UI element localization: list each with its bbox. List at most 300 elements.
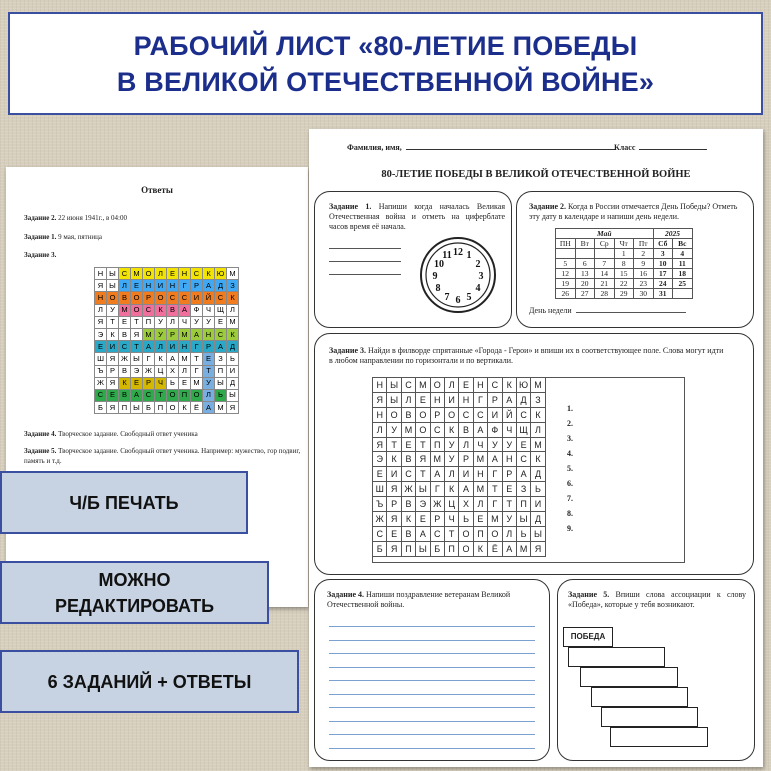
grid-cell[interactable]: С bbox=[516, 452, 530, 467]
grid-cell: Е bbox=[107, 389, 119, 401]
clock-numeral: 11 bbox=[442, 250, 452, 261]
grid-cell: Д bbox=[215, 280, 227, 292]
calendar-day[interactable]: 9 bbox=[634, 259, 654, 269]
grid-cell[interactable]: Т bbox=[488, 482, 502, 497]
grid-cell: Н bbox=[167, 280, 179, 292]
grid-cell[interactable]: К bbox=[502, 378, 516, 393]
calendar-day[interactable]: 2 bbox=[634, 249, 654, 259]
grid-cell[interactable]: Г bbox=[488, 467, 502, 482]
calendar-day[interactable]: 4 bbox=[673, 249, 693, 259]
task-4-box bbox=[314, 579, 550, 761]
grid-cell[interactable]: Я bbox=[387, 541, 401, 556]
grid-cell[interactable]: Ь bbox=[459, 512, 473, 527]
grid-cell: Б bbox=[143, 402, 155, 414]
tag-editable: МОЖНО РЕДАКТИРОВАТЬ bbox=[0, 561, 269, 624]
grid-cell: Л bbox=[119, 280, 131, 292]
grid-cell[interactable]: И bbox=[387, 467, 401, 482]
answer-line[interactable] bbox=[329, 274, 401, 275]
grid-cell[interactable]: Н bbox=[430, 392, 444, 407]
calendar-year: 2025 bbox=[653, 229, 692, 239]
grid-cell[interactable]: С bbox=[401, 467, 415, 482]
grid-cell[interactable]: Б bbox=[430, 541, 444, 556]
clock-numeral: 5 bbox=[466, 292, 472, 303]
calendar-day[interactable] bbox=[556, 249, 576, 259]
grid-cell[interactable]: С bbox=[488, 378, 502, 393]
grid-cell[interactable]: Е bbox=[502, 482, 516, 497]
grid-cell: С bbox=[179, 292, 191, 304]
grid-cell[interactable]: О bbox=[387, 407, 401, 422]
grid-cell[interactable]: У bbox=[387, 422, 401, 437]
grid-cell: Т bbox=[107, 316, 119, 328]
grid-cell[interactable]: М bbox=[531, 378, 545, 393]
grid-cell: М bbox=[131, 268, 143, 280]
clock-numeral: 8 bbox=[435, 283, 441, 294]
grid-cell: С bbox=[215, 328, 227, 340]
grid-cell[interactable]: Г bbox=[473, 392, 487, 407]
calendar-day[interactable]: 12 bbox=[556, 269, 576, 279]
grid-cell[interactable]: Т bbox=[387, 437, 401, 452]
grid-cell[interactable]: Т bbox=[444, 526, 458, 541]
grid-cell[interactable]: Г bbox=[430, 482, 444, 497]
grid-cell[interactable]: Ы bbox=[516, 512, 530, 527]
weekday-field: День недели bbox=[529, 306, 686, 316]
grid-cell[interactable]: К bbox=[531, 452, 545, 467]
grid-cell[interactable]: Ы bbox=[387, 378, 401, 393]
grid-cell[interactable]: А bbox=[488, 452, 502, 467]
grid-cell[interactable]: О bbox=[488, 526, 502, 541]
calendar-day[interactable]: 14 bbox=[595, 269, 615, 279]
grid-cell[interactable]: Л bbox=[444, 467, 458, 482]
grid-cell: Ь bbox=[215, 389, 227, 401]
calendar-day[interactable]: 25 bbox=[673, 279, 693, 289]
grid-cell[interactable]: Е bbox=[416, 392, 430, 407]
grid-cell: Н bbox=[95, 268, 107, 280]
answer-line[interactable] bbox=[329, 261, 401, 262]
class-line[interactable] bbox=[639, 149, 707, 150]
grid-cell[interactable]: В bbox=[459, 422, 473, 437]
grid-cell[interactable]: Ч bbox=[473, 437, 487, 452]
grid-cell[interactable]: Л bbox=[459, 437, 473, 452]
grid-cell[interactable]: С bbox=[430, 422, 444, 437]
writing-line[interactable] bbox=[329, 721, 535, 722]
grid-cell[interactable]: Ё bbox=[488, 541, 502, 556]
grid-cell[interactable]: О bbox=[444, 407, 458, 422]
grid-cell[interactable]: Ы bbox=[416, 541, 430, 556]
task-2-box bbox=[516, 191, 754, 328]
grid-cell[interactable]: Р bbox=[430, 512, 444, 527]
grid-cell[interactable]: У bbox=[444, 437, 458, 452]
grid-cell[interactable]: Л bbox=[444, 378, 458, 393]
answer-2: Задание 2. 22 июня 1941г., в 04:00 bbox=[24, 214, 127, 222]
grid-cell[interactable]: Н bbox=[373, 378, 387, 393]
surname-line[interactable] bbox=[406, 149, 616, 150]
answer-line[interactable] bbox=[329, 248, 401, 249]
grid-cell: Т bbox=[155, 389, 167, 401]
grid-cell[interactable]: М bbox=[488, 512, 502, 527]
calendar-day[interactable]: 28 bbox=[595, 289, 615, 299]
grid-cell[interactable]: С bbox=[473, 407, 487, 422]
answer-3-label: Задание 3. bbox=[24, 251, 57, 259]
grid-cell[interactable]: С bbox=[373, 526, 387, 541]
grid-cell[interactable]: Я bbox=[531, 541, 545, 556]
grid-cell[interactable]: В bbox=[401, 526, 415, 541]
title-banner bbox=[8, 12, 763, 115]
grid-cell: Ё bbox=[191, 402, 203, 414]
grid-cell[interactable]: С bbox=[430, 526, 444, 541]
grid-cell: Е bbox=[131, 280, 143, 292]
calendar-day[interactable]: 27 bbox=[575, 289, 595, 299]
calendar-day[interactable]: 15 bbox=[614, 269, 634, 279]
grid-cell: Е bbox=[95, 341, 107, 353]
grid-cell[interactable]: Н bbox=[373, 407, 387, 422]
writing-line[interactable] bbox=[329, 694, 535, 695]
grid-cell: С bbox=[215, 292, 227, 304]
grid-cell[interactable]: О bbox=[459, 526, 473, 541]
grid-cell[interactable]: Е bbox=[387, 526, 401, 541]
calendar-weekday: Пт bbox=[634, 239, 654, 249]
grid-cell: Ы bbox=[215, 377, 227, 389]
calendar-weekday: Сб bbox=[653, 239, 673, 249]
calendar-day[interactable]: 13 bbox=[575, 269, 595, 279]
grid-cell[interactable]: Д bbox=[516, 392, 530, 407]
grid-cell[interactable]: А bbox=[502, 392, 516, 407]
association-box[interactable] bbox=[568, 647, 665, 667]
grid-cell: К bbox=[155, 304, 167, 316]
grid-cell: Ы bbox=[227, 389, 239, 401]
grid-cell[interactable]: Д bbox=[531, 467, 545, 482]
answer-word-grid bbox=[94, 267, 239, 414]
answer-numbers bbox=[567, 401, 573, 536]
grid-cell[interactable]: Ч bbox=[444, 512, 458, 527]
grid-cell[interactable]: Р bbox=[459, 452, 473, 467]
grid-cell: К bbox=[107, 328, 119, 340]
grid-cell: А bbox=[167, 353, 179, 365]
calendar-day[interactable]: 29 bbox=[614, 289, 634, 299]
grid-cell[interactable]: Я bbox=[387, 512, 401, 527]
grid-cell[interactable]: В bbox=[401, 407, 415, 422]
grid-cell[interactable]: Л bbox=[502, 526, 516, 541]
grid-cell[interactable]: П bbox=[516, 497, 530, 512]
grid-cell: Р bbox=[143, 377, 155, 389]
calendar-day[interactable]: 21 bbox=[595, 279, 615, 289]
grid-cell[interactable]: М bbox=[531, 437, 545, 452]
grid-cell: Л bbox=[167, 316, 179, 328]
grid-cell[interactable]: Ы bbox=[387, 392, 401, 407]
grid-cell: М bbox=[179, 353, 191, 365]
grid-cell: Ъ bbox=[95, 365, 107, 377]
calendar-day[interactable] bbox=[575, 249, 595, 259]
grid-cell[interactable]: И bbox=[531, 497, 545, 512]
calendar-day[interactable]: 1 bbox=[614, 249, 634, 259]
writing-line[interactable] bbox=[329, 748, 535, 749]
grid-cell: К bbox=[155, 353, 167, 365]
grid-cell[interactable]: Э bbox=[416, 497, 430, 512]
calendar-day[interactable]: 31 bbox=[653, 289, 673, 299]
calendar-day[interactable]: 26 bbox=[556, 289, 576, 299]
calendar-may-2025 bbox=[555, 228, 693, 299]
grid-cell[interactable]: К bbox=[473, 541, 487, 556]
calendar-day[interactable]: 22 bbox=[614, 279, 634, 289]
grid-cell: Р bbox=[203, 341, 215, 353]
grid-cell[interactable]: Й bbox=[502, 407, 516, 422]
grid-cell[interactable]: У bbox=[488, 437, 502, 452]
clock-face-icon[interactable] bbox=[418, 235, 498, 315]
grid-cell[interactable]: Ц bbox=[444, 497, 458, 512]
calendar-day[interactable]: 30 bbox=[634, 289, 654, 299]
grid-cell[interactable]: К bbox=[444, 482, 458, 497]
grid-cell[interactable]: Х bbox=[459, 497, 473, 512]
grid-cell: Е bbox=[167, 268, 179, 280]
writing-line[interactable] bbox=[329, 680, 535, 681]
grid-cell[interactable]: К bbox=[444, 422, 458, 437]
answer-number: 4. bbox=[567, 449, 573, 458]
grid-cell[interactable]: Я bbox=[373, 392, 387, 407]
grid-cell[interactable]: А bbox=[459, 482, 473, 497]
grid-cell: Г bbox=[143, 353, 155, 365]
grid-cell[interactable]: О bbox=[416, 422, 430, 437]
calendar-day[interactable]: 18 bbox=[673, 269, 693, 279]
grid-cell[interactable]: У bbox=[502, 512, 516, 527]
calendar-day[interactable] bbox=[673, 289, 693, 299]
writing-line[interactable] bbox=[329, 640, 535, 641]
grid-cell[interactable]: Ы bbox=[416, 482, 430, 497]
grid-cell: Н bbox=[179, 341, 191, 353]
answer-number: 5. bbox=[567, 464, 573, 473]
calendar-day[interactable]: 17 bbox=[653, 269, 673, 279]
grid-cell[interactable]: А bbox=[516, 467, 530, 482]
grid-cell[interactable]: С bbox=[401, 378, 415, 393]
grid-cell: Ы bbox=[107, 268, 119, 280]
grid-cell: С bbox=[119, 268, 131, 280]
grid-cell[interactable]: Л bbox=[373, 422, 387, 437]
grid-cell: Э bbox=[131, 365, 143, 377]
grid-cell[interactable]: Л bbox=[531, 422, 545, 437]
grid-cell[interactable]: Т bbox=[502, 497, 516, 512]
calendar-day[interactable] bbox=[595, 249, 615, 259]
grid-cell[interactable]: Б bbox=[373, 541, 387, 556]
calendar-day[interactable]: 23 bbox=[634, 279, 654, 289]
calendar-day[interactable]: 3 bbox=[653, 249, 673, 259]
grid-cell[interactable]: Я bbox=[373, 437, 387, 452]
clock-numeral: 10 bbox=[434, 259, 444, 270]
grid-cell[interactable]: Л bbox=[401, 392, 415, 407]
grid-cell[interactable]: Э bbox=[373, 452, 387, 467]
grid-cell[interactable]: Ш bbox=[373, 482, 387, 497]
clock-numeral: 6 bbox=[455, 295, 461, 306]
grid-cell[interactable]: А bbox=[430, 467, 444, 482]
grid-cell: Ь bbox=[227, 353, 239, 365]
grid-cell[interactable]: У bbox=[502, 437, 516, 452]
calendar-weekday: Вс bbox=[673, 239, 693, 249]
grid-cell: В bbox=[119, 389, 131, 401]
calendar-day[interactable]: 7 bbox=[595, 259, 615, 269]
grid-cell[interactable]: Е bbox=[459, 378, 473, 393]
grid-cell: М bbox=[179, 328, 191, 340]
grid-cell: Ж bbox=[143, 365, 155, 377]
grid-cell[interactable]: И bbox=[488, 407, 502, 422]
grid-cell: Я bbox=[227, 402, 239, 414]
grid-cell[interactable]: К bbox=[401, 512, 415, 527]
writing-line[interactable] bbox=[329, 707, 535, 708]
grid-cell[interactable]: К bbox=[531, 407, 545, 422]
writing-line[interactable] bbox=[329, 734, 535, 735]
grid-cell: Е bbox=[203, 353, 215, 365]
calendar-day[interactable]: 5 bbox=[556, 259, 576, 269]
grid-cell[interactable]: Ь bbox=[516, 526, 530, 541]
grid-cell[interactable]: И bbox=[459, 467, 473, 482]
grid-cell[interactable]: Н bbox=[502, 452, 516, 467]
grid-cell: Ы bbox=[107, 280, 119, 292]
calendar-day[interactable]: 20 bbox=[575, 279, 595, 289]
grid-cell: Р bbox=[107, 365, 119, 377]
writing-line[interactable] bbox=[329, 626, 535, 627]
grid-cell[interactable]: А bbox=[473, 422, 487, 437]
calendar-day[interactable]: 8 bbox=[614, 259, 634, 269]
grid-cell: С bbox=[167, 292, 179, 304]
grid-cell[interactable]: Ж bbox=[373, 512, 387, 527]
clock-numeral: 3 bbox=[478, 271, 484, 282]
grid-cell[interactable]: О bbox=[430, 378, 444, 393]
grid-cell: Л bbox=[155, 341, 167, 353]
grid-cell: М bbox=[191, 377, 203, 389]
grid-cell[interactable]: А bbox=[502, 541, 516, 556]
grid-cell: А bbox=[143, 341, 155, 353]
grid-cell[interactable]: П bbox=[473, 526, 487, 541]
grid-cell[interactable]: Е bbox=[416, 512, 430, 527]
grid-cell[interactable]: И bbox=[444, 392, 458, 407]
calendar-day[interactable]: 11 bbox=[673, 259, 693, 269]
grid-cell: Ж bbox=[95, 377, 107, 389]
grid-cell[interactable]: Ч bbox=[502, 422, 516, 437]
answer-number: 3. bbox=[567, 434, 573, 443]
grid-cell[interactable]: Л bbox=[473, 497, 487, 512]
writing-line[interactable] bbox=[329, 667, 535, 668]
grid-cell[interactable]: Р bbox=[387, 497, 401, 512]
association-box[interactable] bbox=[580, 667, 678, 687]
grid-cell[interactable]: Ы bbox=[531, 526, 545, 541]
grid-cell: У bbox=[107, 304, 119, 316]
grid-cell: Ч bbox=[155, 377, 167, 389]
grid-cell[interactable]: Щ bbox=[516, 422, 530, 437]
grid-cell: Р bbox=[143, 292, 155, 304]
grid-cell[interactable]: М bbox=[401, 422, 415, 437]
grid-cell: У bbox=[191, 316, 203, 328]
grid-cell[interactable]: В bbox=[401, 452, 415, 467]
grid-cell[interactable]: Р bbox=[488, 392, 502, 407]
grid-cell[interactable]: Я bbox=[416, 452, 430, 467]
grid-cell[interactable]: Г bbox=[488, 497, 502, 512]
grid-cell: Ж bbox=[119, 353, 131, 365]
grid-cell[interactable]: М bbox=[416, 378, 430, 393]
tag-bw-print: Ч/Б ПЕЧАТЬ bbox=[0, 471, 248, 534]
grid-cell[interactable]: Ю bbox=[516, 378, 530, 393]
writing-line[interactable] bbox=[329, 653, 535, 654]
grid-cell[interactable]: Е bbox=[401, 437, 415, 452]
grid-cell: У bbox=[203, 377, 215, 389]
calendar-day[interactable]: 10 bbox=[653, 259, 673, 269]
grid-cell: В bbox=[119, 292, 131, 304]
association-box[interactable] bbox=[601, 707, 698, 727]
grid-cell[interactable]: Ь bbox=[531, 482, 545, 497]
grid-cell: П bbox=[143, 316, 155, 328]
answer-number: 6. bbox=[567, 479, 573, 488]
grid-cell[interactable]: Н bbox=[473, 378, 487, 393]
grid-cell[interactable]: О bbox=[459, 541, 473, 556]
weekday-line[interactable] bbox=[576, 312, 686, 313]
grid-cell[interactable]: М bbox=[473, 482, 487, 497]
grid-cell[interactable]: Т bbox=[416, 437, 430, 452]
grid-cell[interactable]: Н bbox=[459, 392, 473, 407]
association-box[interactable] bbox=[591, 687, 688, 707]
grid-cell[interactable]: Ф bbox=[488, 422, 502, 437]
calendar-day[interactable]: 19 bbox=[556, 279, 576, 289]
grid-cell[interactable]: Е bbox=[516, 437, 530, 452]
grid-cell[interactable]: В bbox=[401, 497, 415, 512]
grid-cell[interactable]: Н bbox=[473, 467, 487, 482]
grid-cell: М bbox=[227, 316, 239, 328]
grid-cell[interactable]: М bbox=[516, 541, 530, 556]
association-box[interactable] bbox=[610, 727, 708, 747]
fillword-grid[interactable] bbox=[372, 377, 546, 557]
grid-cell: Д bbox=[227, 341, 239, 353]
calendar-day[interactable]: 6 bbox=[575, 259, 595, 269]
grid-cell[interactable]: О bbox=[416, 407, 430, 422]
grid-cell[interactable]: У bbox=[444, 452, 458, 467]
grid-cell[interactable]: Ъ bbox=[373, 497, 387, 512]
grid-cell[interactable]: П bbox=[401, 541, 415, 556]
grid-cell[interactable]: З bbox=[531, 392, 545, 407]
grid-cell: М bbox=[215, 402, 227, 414]
clock-numeral: 7 bbox=[444, 292, 450, 303]
task-1-text: Задание 1. Напиши когда началась Великая Отечественная война и отметь на циферблате часов время её начала. bbox=[329, 202, 506, 231]
grid-cell[interactable]: С bbox=[516, 407, 530, 422]
grid-cell: Е bbox=[179, 377, 191, 389]
grid-cell[interactable]: Т bbox=[416, 467, 430, 482]
grid-cell[interactable]: З bbox=[516, 482, 530, 497]
grid-cell: Я bbox=[95, 280, 107, 292]
grid-cell[interactable]: Е bbox=[473, 512, 487, 527]
clock-numeral: 12 bbox=[453, 247, 463, 258]
task-5-box bbox=[557, 579, 755, 761]
grid-cell[interactable]: Ж bbox=[430, 497, 444, 512]
grid-cell[interactable]: А bbox=[416, 526, 430, 541]
calendar-month: Май bbox=[556, 229, 654, 239]
grid-cell: О bbox=[143, 268, 155, 280]
calendar-day[interactable]: 24 bbox=[653, 279, 673, 289]
grid-cell[interactable]: П bbox=[444, 541, 458, 556]
grid-cell: Р bbox=[167, 328, 179, 340]
grid-cell: Н bbox=[179, 268, 191, 280]
grid-cell[interactable]: Р bbox=[502, 467, 516, 482]
grid-cell[interactable]: М bbox=[473, 452, 487, 467]
grid-cell: Л bbox=[203, 389, 215, 401]
grid-cell: Н bbox=[203, 328, 215, 340]
grid-cell[interactable]: Д bbox=[531, 512, 545, 527]
grid-cell[interactable]: Я bbox=[387, 482, 401, 497]
grid-cell: К bbox=[179, 402, 191, 414]
grid-cell: Л bbox=[227, 304, 239, 316]
grid-cell[interactable]: П bbox=[430, 437, 444, 452]
grid-cell[interactable]: Ж bbox=[401, 482, 415, 497]
grid-cell: Ы bbox=[131, 402, 143, 414]
calendar-day[interactable]: 16 bbox=[634, 269, 654, 279]
grid-cell[interactable]: Е bbox=[373, 467, 387, 482]
grid-cell[interactable]: М bbox=[430, 452, 444, 467]
grid-cell[interactable]: С bbox=[459, 407, 473, 422]
grid-cell[interactable]: К bbox=[387, 452, 401, 467]
grid-cell[interactable]: Р bbox=[430, 407, 444, 422]
grid-cell: Ь bbox=[167, 377, 179, 389]
